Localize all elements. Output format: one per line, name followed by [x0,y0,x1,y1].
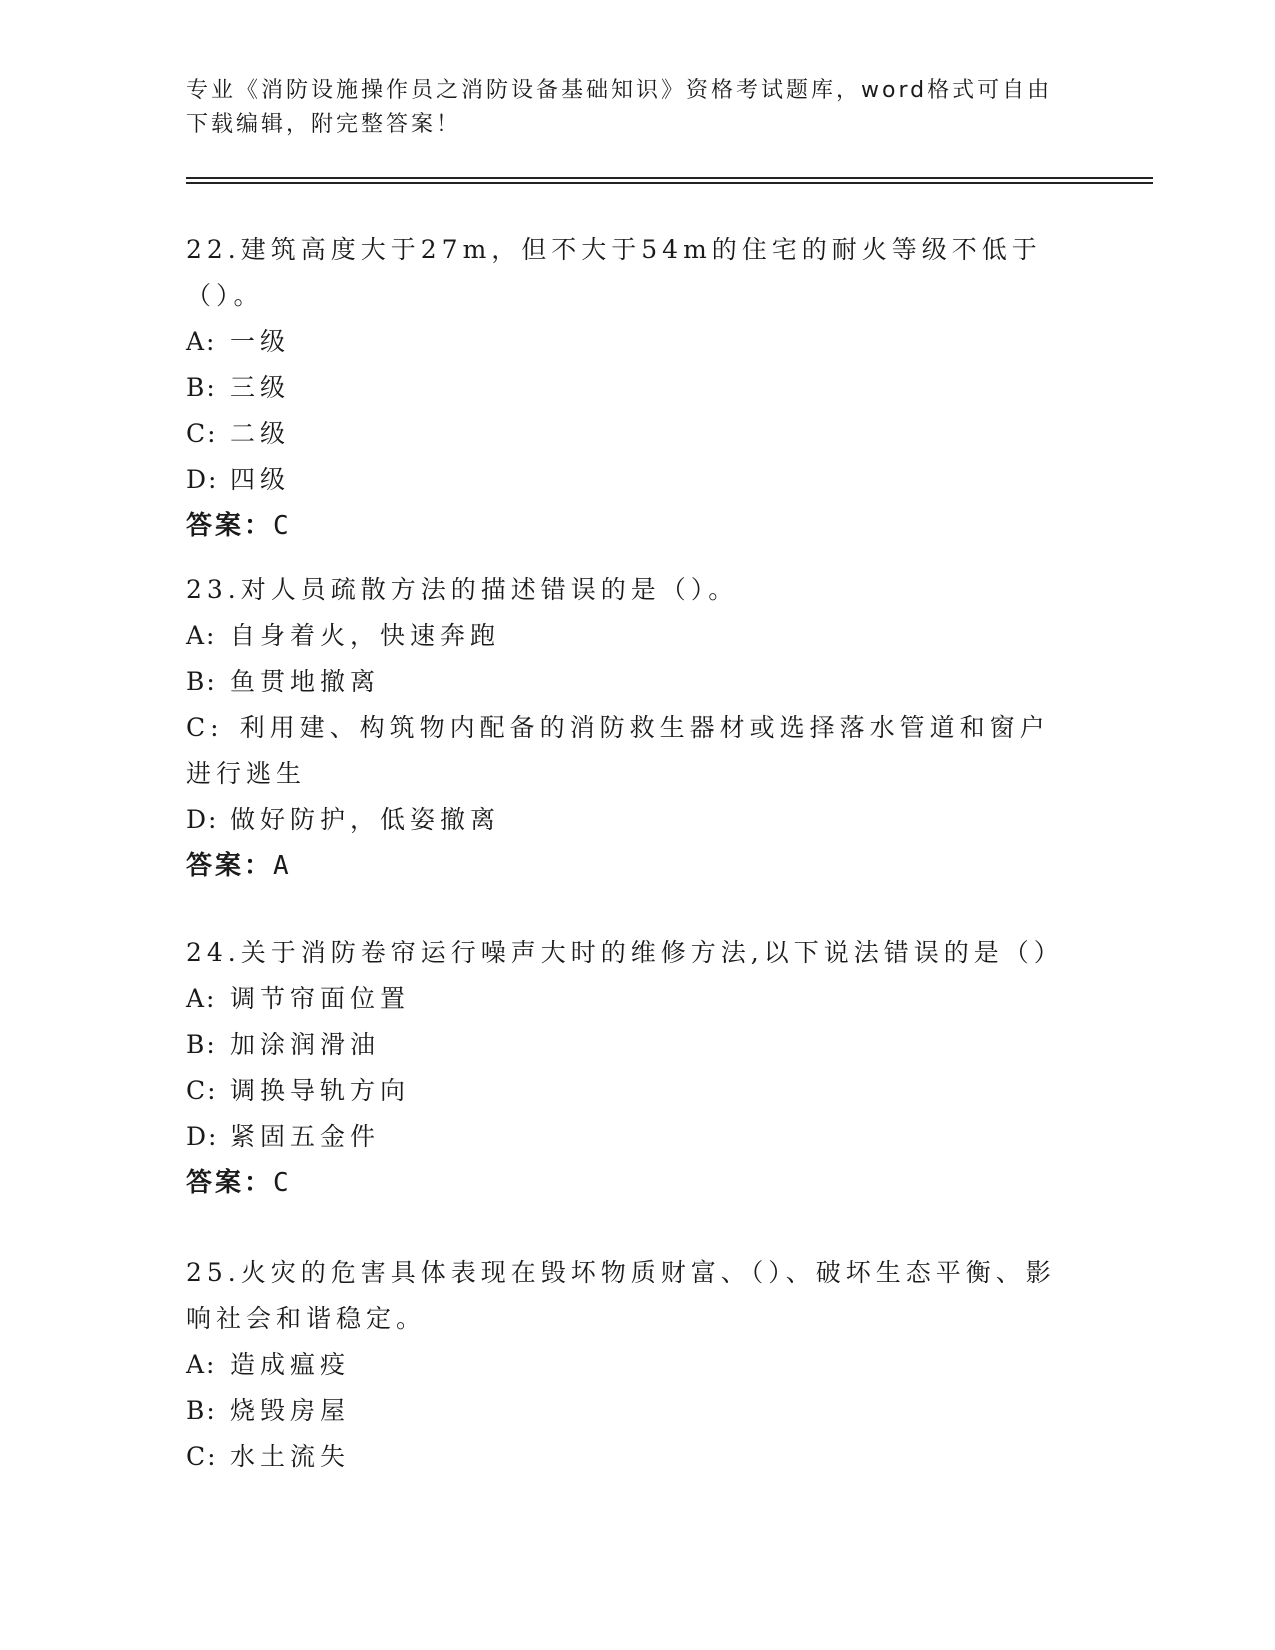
header-divider-bottom [186,182,1153,184]
option-text: 水土流失 [230,1442,351,1471]
option-letter: D: [186,1122,219,1151]
option-text: 鱼贯地撤离 [230,667,381,696]
option-c [186,1434,1076,1480]
answer-label: 答案： [186,1168,274,1198]
question-22 [186,227,1076,549]
option-text: 造成瘟疫 [230,1350,351,1379]
option-text: 紧固五金件 [230,1122,381,1151]
option-letter: D: [186,805,219,834]
option-text: 调节帘面位置 [230,984,411,1013]
option-c [186,411,1076,457]
option-text: 调换导轨方向 [230,1076,411,1105]
option-b [186,659,1076,705]
option-text: 自身着火，快速奔跑 [230,621,501,650]
question-23 [186,567,1076,889]
question-25 [186,1250,1076,1480]
option-letter: B: [186,667,217,696]
option-a [186,319,1076,365]
option-text: 利用建、构筑物内配备的消防救生器材或选择落水管道和窗户进行逃生 [186,713,1050,788]
answer-value: C [273,511,292,541]
option-c [186,705,1076,797]
option-a [186,976,1076,1022]
option-d [186,797,1076,843]
answer-value: A [273,851,292,881]
option-b [186,1388,1076,1434]
question-title: 25.火灾的危害具体表现在毁坏物质财富、（）、破坏生态平衡、影响社会和谐稳定。 [186,1258,1056,1333]
option-letter: B: [186,373,217,402]
option-letter: C: [186,1076,218,1105]
option-b [186,1022,1076,1068]
option-a [186,613,1076,659]
header-divider-top [186,177,1153,179]
option-letter: D: [186,465,219,494]
answer-value: C [273,1168,292,1198]
option-letter: B: [186,1030,217,1059]
option-a [186,1342,1076,1388]
option-text: 烧毁房屋 [230,1396,351,1425]
option-letter: A: [186,984,217,1013]
option-letter: B: [186,1396,217,1425]
question-title: 23.对人员疏散方法的描述错误的是（）。 [186,575,739,604]
option-text: 二级 [230,419,291,448]
document-header: 专业《消防设施操作员之消防设备基础知识》资格考试题库，word格式可自由下载编辑，附完整答案！ [186,78,1053,137]
question-title: 22.建筑高度大于27m，但不大于54m的住宅的耐火等级不低于（）。 [186,235,1042,310]
option-letter: C: [186,1442,218,1471]
answer-label: 答案： [186,851,274,881]
option-letter: A: [186,621,217,650]
option-letter: A: [186,1350,217,1379]
option-b [186,365,1076,411]
option-letter: C: [186,419,218,448]
answer [186,1160,1076,1206]
option-text: 加涂润滑油 [230,1030,381,1059]
question-title: 24.关于消防卷帘运行噪声大时的维修方法,以下说法错误的是（） [186,938,1064,967]
question-24 [186,930,1076,1206]
answer-label: 答案： [186,511,274,541]
answer [186,843,1076,889]
option-letter: C: [186,713,224,742]
option-text: 一级 [230,327,291,356]
option-d [186,1114,1076,1160]
option-text: 三级 [230,373,291,402]
answer [186,503,1076,549]
option-d [186,457,1076,503]
option-letter: A: [186,327,217,356]
option-text: 做好防护，低姿撤离 [230,805,501,834]
option-text: 四级 [230,465,291,494]
option-c [186,1068,1076,1114]
